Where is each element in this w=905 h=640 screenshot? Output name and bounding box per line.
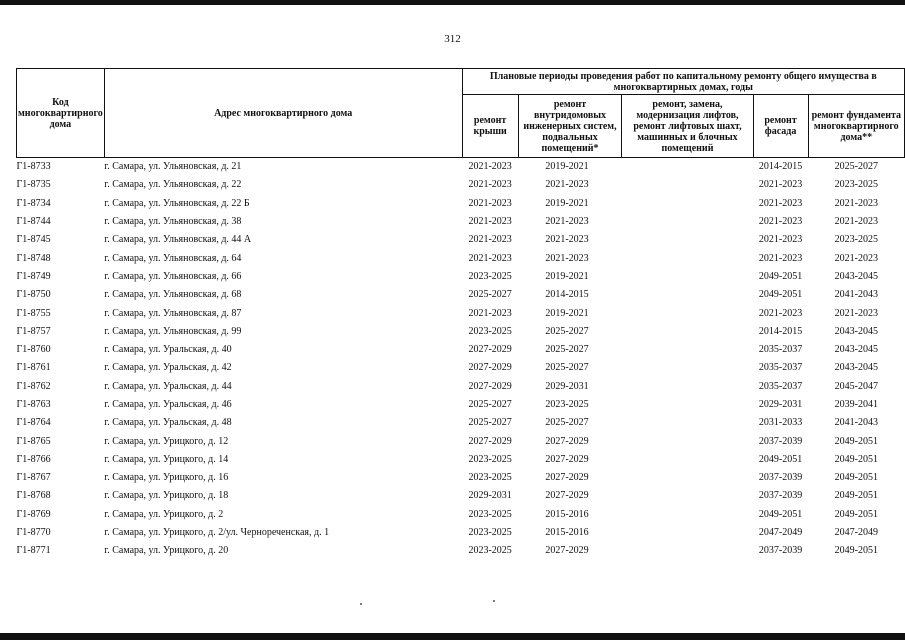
cell-foundation: 2021-2023 [834,216,878,228]
cell-address: г. Самара, ул. Ульяновская, д. 87 [104,307,242,319]
table-row [17,268,905,286]
cell-address: г. Самара, ул. Ульяновская, д. 21 [104,161,242,173]
cell-address: г. Самара, ул. Уральская, д. 44 [104,380,232,392]
cell-elevators [622,249,753,267]
cell-roof: 2027-2029 [468,380,512,392]
cell-systems: 2023-2025 [545,399,589,410]
cell-code: Г1-8762 [16,380,51,392]
cell-foundation: 2021-2023 [834,252,878,264]
cell-facade: 2031-2033 [758,417,803,429]
table-row [17,176,905,194]
cell-code: Г1-8750 [16,289,51,301]
table-row [17,249,905,267]
cell-code: Г1-8745 [16,234,51,246]
cell-roof: 2029-2031 [468,490,512,502]
cell-foundation: 2023-2025 [834,234,878,246]
header-code: Код многоквартирного дома [17,69,105,158]
cell-roof: 2023-2025 [468,527,512,539]
scan-speck [493,600,495,602]
cell-elevators [622,323,753,341]
cell-code: Г1-8764 [16,417,51,429]
table-body [17,158,905,561]
cell-code: Г1-8771 [16,545,51,557]
cell-roof: 2021-2023 [468,197,512,209]
cell-foundation: 2049-2051 [834,490,878,502]
cell-roof: 2021-2023 [468,252,512,264]
cell-code: Г1-8733 [16,161,51,173]
cell-foundation: 2041-2043 [834,417,878,429]
cell-address: г. Самара, ул. Ульяновская, д. 22 [104,179,242,191]
cell-elevators [622,341,753,359]
cell-address: г. Самара, ул. Ульяновская, д. 66 [104,270,242,282]
cell-facade: 2029-2031 [758,399,803,410]
cell-address: г. Самара, ул. Уральская, д. 40 [104,344,232,356]
cell-roof: 2023-2025 [468,325,512,337]
cell-systems: 2019-2021 [545,197,589,209]
cell-roof: 2027-2029 [468,344,512,356]
cell-systems: 2021-2023 [545,216,589,228]
cell-elevators [622,304,753,322]
cell-address: г. Самара, ул. Ульяновская, д. 64 [104,252,242,264]
table-row [17,359,905,377]
cell-foundation: 2045-2047 [834,380,878,392]
table-row [17,451,905,469]
table-row [17,378,905,396]
cell-foundation: 2047-2049 [834,527,878,539]
cell-facade: 2047-2049 [758,527,803,539]
table-row [17,432,905,450]
cell-roof: 2023-2025 [468,270,512,282]
cell-elevators [622,268,753,286]
cell-facade: 2021-2023 [758,216,803,228]
cell-elevators [622,487,753,505]
cell-code: Г1-8748 [16,252,51,264]
bottom-border [0,633,905,640]
cell-foundation: 2043-2045 [834,362,878,374]
cell-foundation: 2021-2023 [834,197,878,209]
cell-facade: 2021-2023 [758,252,803,264]
cell-roof: 2021-2023 [468,161,512,173]
cell-facade: 2021-2023 [758,234,803,246]
cell-code: Г1-8770 [16,527,51,539]
cell-foundation: 2043-2045 [834,270,878,282]
cell-elevators [622,396,753,414]
table-row [17,396,905,414]
cell-systems: 2029-2031 [545,380,589,392]
table-row [17,158,905,177]
cell-foundation: 2049-2051 [834,453,878,465]
cell-systems: 2019-2021 [545,161,589,173]
header-foundation: ремонт фундамента многоквартирного дома** [808,95,904,158]
cell-roof: 2025-2027 [468,417,512,429]
cell-facade: 2049-2051 [758,270,803,282]
cell-systems: 2021-2023 [545,179,589,191]
cell-code: Г1-8760 [16,344,51,356]
cell-facade: 2037-2039 [758,545,803,557]
cell-roof: 2027-2029 [468,362,512,374]
cell-roof: 2023-2025 [468,545,512,557]
cell-systems: 2025-2027 [545,344,589,356]
cell-address: г. Самара, ул. Урицкого, д. 20 [104,545,229,557]
cell-roof: 2021-2023 [468,234,512,246]
table-row [17,195,905,213]
cell-elevators [622,378,753,396]
cell-foundation: 2049-2051 [834,472,878,484]
cell-elevators [622,231,753,249]
cell-systems: 2025-2027 [545,362,589,374]
cell-systems: 2027-2029 [545,453,589,465]
cell-facade: 2035-2037 [758,380,803,392]
cell-foundation: 2049-2051 [834,435,878,447]
cell-address: г. Самара, ул. Ульяновская, д. 38 [104,216,242,228]
table-row [17,213,905,231]
cell-systems: 2027-2029 [545,472,589,484]
cell-facade: 2049-2051 [758,289,803,301]
cell-code: Г1-8767 [16,472,51,484]
cell-address: г. Самара, ул. Ульяновская, д. 44 А [104,234,252,246]
cell-systems: 2015-2016 [545,527,589,539]
cell-address: г. Самара, ул. Урицкого, д. 18 [104,490,229,502]
cell-roof: 2021-2023 [468,216,512,228]
cell-address: г. Самара, ул. Урицкого, д. 16 [104,472,229,484]
cell-facade: 2021-2023 [758,307,803,319]
cell-code: Г1-8755 [16,307,51,319]
cell-facade: 2014-2015 [758,161,803,173]
cell-address: г. Самара, ул. Урицкого, д. 2 [104,508,224,520]
cell-roof: 2023-2025 [468,472,512,484]
cell-systems: 2014-2015 [545,289,589,301]
table-row [17,304,905,322]
cell-systems: 2027-2029 [545,490,589,502]
cell-elevators [622,176,753,194]
cell-facade: 2037-2039 [758,472,803,484]
table-row [17,469,905,487]
cell-facade: 2014-2015 [758,325,803,337]
table-row [17,323,905,341]
cell-facade: 2035-2037 [758,344,803,356]
cell-elevators [622,359,753,377]
cell-code: Г1-8761 [16,362,51,374]
cell-facade: 2037-2039 [758,435,803,447]
header-systems: ремонт внутридомовых инженерных систем, подвальных помещений* [518,95,622,158]
cell-foundation: 2043-2045 [834,344,878,356]
cell-elevators [622,524,753,542]
cell-facade: 2021-2023 [758,179,803,191]
cell-code: Г1-8763 [16,399,51,410]
cell-code: Г1-8766 [16,453,51,465]
cell-address: г. Самара, ул. Урицкого, д. 2/ул. Чернореченская, д. 1 [104,527,330,539]
table-row [17,542,905,560]
cell-code: Г1-8765 [16,435,51,447]
cell-systems: 2027-2029 [545,545,589,557]
cell-foundation: 2025-2027 [834,161,878,173]
cell-code: Г1-8735 [16,179,51,191]
cell-code: Г1-8757 [16,325,51,337]
cell-address: г. Самара, ул. Ульяновская, д. 68 [104,289,242,301]
scan-speck [360,603,362,605]
cell-foundation: 2039-2041 [834,399,878,410]
cell-facade: 2037-2039 [758,490,803,502]
cell-address: г. Самара, ул. Уральская, д. 42 [104,362,232,374]
cell-facade: 2049-2051 [758,453,803,465]
cell-systems: 2021-2023 [545,252,589,264]
cell-elevators [622,451,753,469]
cell-address: г. Самара, ул. Урицкого, д. 12 [104,435,229,447]
header-roof: ремонт крыши [462,95,518,158]
cell-facade: 2035-2037 [758,362,803,374]
cell-roof: 2023-2025 [468,453,512,465]
cell-foundation: 2023-2025 [834,179,878,191]
header-facade: ремонт фасада [753,95,808,158]
cell-code: Г1-8734 [16,197,51,209]
cell-elevators [622,158,753,177]
cell-systems: 2015-2016 [545,508,589,520]
cell-code: Г1-8769 [16,508,51,520]
cell-systems: 2027-2029 [545,435,589,447]
repair-schedule-table [16,68,905,561]
cell-address: г. Самара, ул. Урицкого, д. 14 [104,453,229,465]
header-address: Адрес многоквартирного дома [104,69,462,158]
cell-elevators [622,213,753,231]
table-row [17,231,905,249]
cell-foundation: 2021-2023 [834,307,878,319]
cell-elevators [622,432,753,450]
table-row [17,506,905,524]
table-row [17,414,905,432]
cell-address: г. Самара, ул. Ульяновская, д. 22 Б [104,197,250,209]
cell-roof: 2027-2029 [468,435,512,447]
cell-elevators [622,286,753,304]
cell-elevators [622,195,753,213]
cell-roof: 2025-2027 [468,399,512,410]
cell-roof: 2021-2023 [468,179,512,191]
cell-elevators [622,542,753,560]
cell-facade: 2049-2051 [758,508,803,520]
cell-elevators [622,414,753,432]
cell-address: г. Самара, ул. Уральская, д. 48 [104,417,232,429]
cell-address: г. Самара, ул. Ульяновская, д. 99 [104,325,242,337]
cell-elevators [622,469,753,487]
cell-foundation: 2043-2045 [834,325,878,337]
cell-address: г. Самара, ул. Уральская, д. 46 [104,399,232,410]
cell-systems: 2021-2023 [545,234,589,246]
top-border [0,0,905,5]
cell-systems: 2025-2027 [545,325,589,337]
cell-systems: 2025-2027 [545,417,589,429]
cell-foundation: 2049-2051 [834,545,878,557]
page-number: 312 [444,33,461,45]
cell-code: Г1-8749 [16,270,51,282]
cell-foundation: 2049-2051 [834,508,878,520]
header-elevators: ремонт, замена, модернизация лифтов, ремонт лифтовых шахт, машинных и блочных помещений [622,95,753,158]
cell-systems: 2019-2021 [545,307,589,319]
cell-code: Г1-8744 [16,216,51,228]
table-row [17,487,905,505]
table-row [17,286,905,304]
header-periods: Плановые периоды проведения работ по капитальному ремонту общего имущества в многоквартирных домах, годы [462,69,904,95]
cell-roof: 2021-2023 [468,307,512,319]
cell-systems: 2019-2021 [545,270,589,282]
table-row [17,341,905,359]
cell-code: Г1-8768 [16,490,51,502]
cell-elevators [622,506,753,524]
table-row [17,524,905,542]
cell-foundation: 2041-2043 [834,289,878,301]
cell-roof: 2025-2027 [468,289,512,301]
cell-roof: 2023-2025 [468,508,512,520]
cell-facade: 2021-2023 [758,197,803,209]
